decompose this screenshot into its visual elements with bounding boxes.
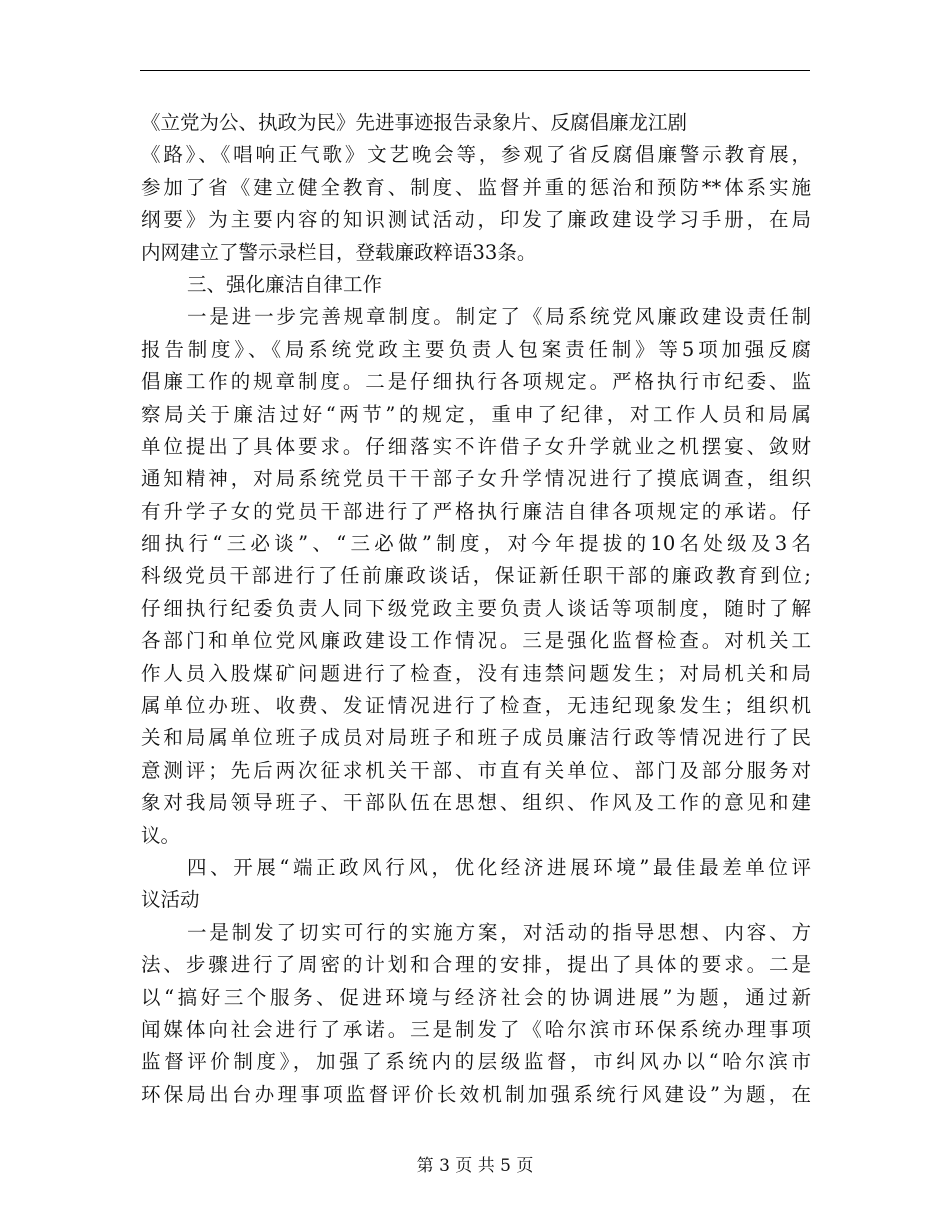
text-line: 《立党为公、执政为民》先进事迹报告录象片、反腐倡廉龙江剧 — [141, 111, 688, 134]
text-line: 议。 — [141, 823, 181, 847]
text-line: 参加了省《建立健全教育、制度、监督并重的惩治和预防**体系实施 — [141, 175, 811, 199]
text-line: 以“搞好三个服务、促进环境与经济社会的协调进展”为题，通过新 — [141, 985, 811, 1009]
text-line: 闻媒体向社会进行了承诺。三是制发了《哈尔滨市环保系统办理事项 — [141, 1017, 811, 1041]
text-line: 《路》、《唱响正气歌》文艺晚会等，参观了省反腐倡廉警示教育展， — [141, 143, 811, 167]
text-line: 内网建立了警示录栏目，登载廉政粹语33条。 — [141, 240, 537, 264]
text-line: 通知精神，对局系统党员干干部子女升学情况进行了摸底调查，组织 — [141, 467, 811, 491]
text-line: 仔细执行纪委负责人同下级党政主要负责人谈话等项制度，随时了解 — [141, 596, 811, 620]
text-line: 监督评价制度》，加强了系统内的层级监督，市纠风办以“哈尔滨市 — [141, 1050, 811, 1074]
text-line: 法、步骤进行了周密的计划和合理的安排，提出了具体的要求。二是 — [141, 953, 811, 977]
text-line: 属单位办班、收费、发证情况进行了检查，无违纪现象发生；组织机 — [141, 694, 811, 718]
text-line: 纲要》为主要内容的知识测试活动，印发了廉政建设学习手册，在局 — [141, 208, 811, 232]
text-line: 报告制度》、《局系统党政主要负责人包案责任制》等5项加强反腐 — [141, 337, 811, 361]
text-line: 三、强化廉洁自律工作 — [187, 272, 383, 296]
text-line: 各部门和单位党风廉政建设工作情况。三是强化监督检查。对机关工 — [141, 629, 811, 653]
document-body — [141, 107, 811, 1111]
header-rule — [140, 70, 810, 71]
text-line: 象对我局领导班子、干部队伍在思想、组织、作风及工作的意见和建 — [141, 791, 811, 815]
text-line: 单位提出了具体要求。仔细落实不许借子女升学就业之机摆宴、敛财 — [141, 434, 811, 458]
text-line: 议活动 — [141, 888, 200, 912]
page-number: 第 3 页 共 5 页 — [416, 1156, 534, 1176]
text-line: 意测评；先后两次征求机关干部、市直有关单位、部门及部分服务对 — [141, 758, 811, 782]
text-line: 察局关于廉洁过好“两节”的规定，重申了纪律，对工作人员和局属 — [141, 402, 811, 426]
text-line: 有升学子女的党员干部进行了严格执行廉洁自律各项规定的承诺。仔 — [141, 499, 811, 523]
text-line: 四、开展“端正政风行风，优化经济进展环境”最佳最差单位评 — [187, 855, 811, 879]
text-line: 倡廉工作的规章制度。二是仔细执行各项规定。严格执行市纪委、监 — [141, 370, 811, 394]
text-line: 细执行“三必谈”、“三必做”制度，对今年提拔的10名处级及3名 — [141, 532, 811, 556]
text-line: 一是制发了切实可行的实施方案，对活动的指导思想、内容、方 — [187, 920, 811, 944]
text-line: 关和局属单位班子成员对局班子和班子成员廉洁行政等情况进行了民 — [141, 726, 811, 750]
text-line: 环保局出台办理事项监督评价长效机制加强系统行风建设”为题，在 — [141, 1082, 811, 1106]
text-line: 科级党员干部进行了任前廉政谈话，保证新任职干部的廉政教育到位; — [141, 564, 811, 588]
text-line: 一是进一步完善规章制度。制定了《局系统党风廉政建设责任制 — [187, 305, 811, 329]
text-line: 作人员入股煤矿问题进行了检查，没有违禁问题发生；对局机关和局 — [141, 661, 811, 685]
